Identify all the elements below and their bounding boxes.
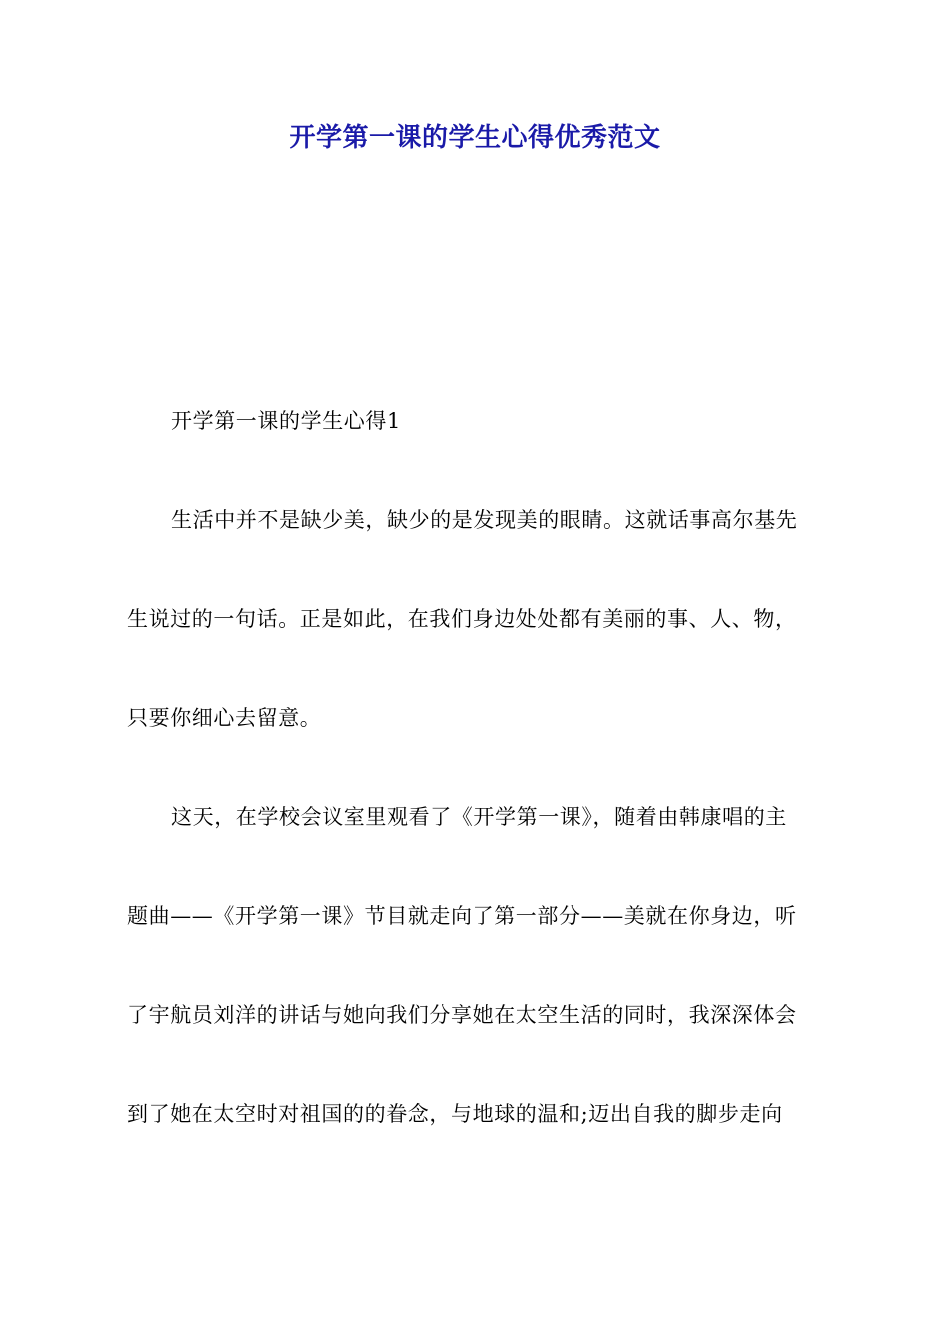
paragraph-line: 生说过的一句话。正是如此，在我们身边处处都有美丽的事、人、物， xyxy=(127,607,797,631)
paragraph-line: 到了她在太空时对祖国的的眷念，与地球的温和;迈出自我的脚步走向 xyxy=(127,1102,783,1126)
paragraph-line: 这天，在学校会议室里观看了《开学第一课》，随着由韩康唱的主 xyxy=(171,805,787,829)
paragraph-line: 了宇航员刘洋的讲话与她向我们分享她在太空生活的同时，我深深体会 xyxy=(127,1003,797,1027)
section-heading: 开学第一课的学生心得1 xyxy=(171,409,401,433)
paragraph-line: 题曲——《开学第一课》节目就走向了第一部分——美就在你身边，听 xyxy=(127,904,797,928)
paragraph-line: 只要你细心去留意。 xyxy=(127,706,322,730)
document-title: 开学第一课的学生心得优秀范文 xyxy=(289,123,661,153)
paragraph-line: 生活中并不是缺少美，缺少的是发现美的眼睛。这就话事高尔基先 xyxy=(171,508,798,532)
document-body xyxy=(127,372,827,1164)
